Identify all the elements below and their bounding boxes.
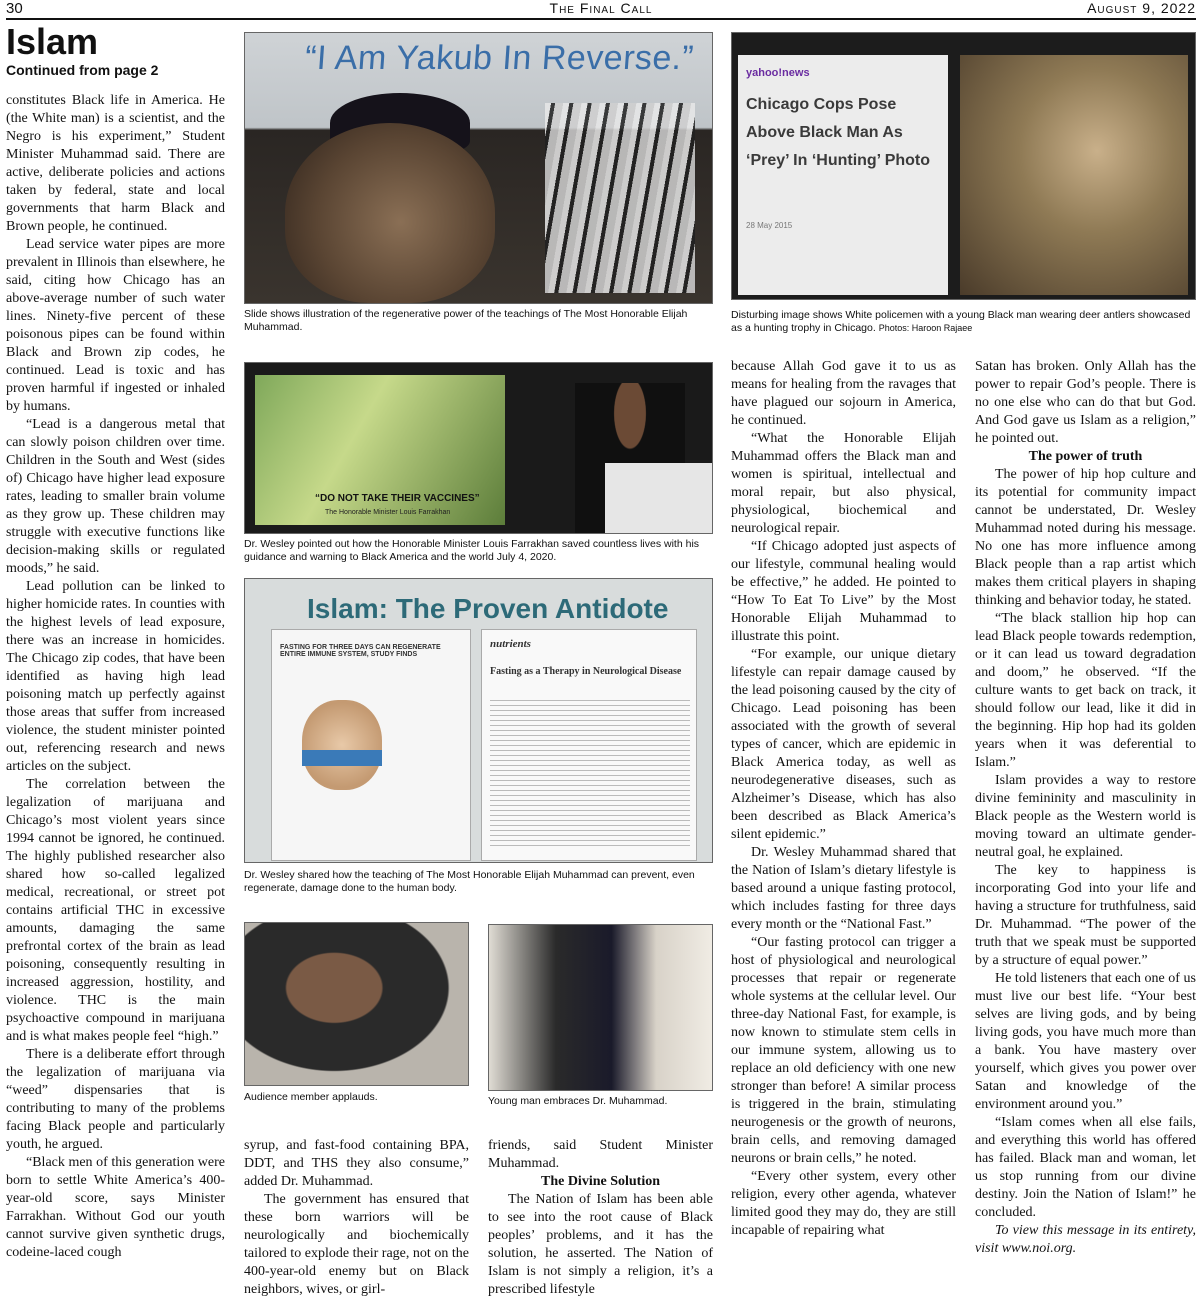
paragraph: because Allah God gave it to us as means for healing from the ravages that have plagued our sojourn in America, he continued. [731,359,956,428]
screen-subtitle: The Honorable Minister Louis Farrakhan [325,509,451,516]
paragraph: He told listeners that each one of us must live our best life. “Your best selves are living gods, and by being living gods, you have much more than a bank. You have mastery over yourself, which gives you power over Satan and knowledge of the environment around you.” [975,971,1196,1112]
column-4 [731,358,956,1298]
publication-name: The Final Call [549,0,653,16]
paragraph: Islam provides a way to restore divine femininity and masculinity in Black people as the Western world is moving toward an ultimate gender-neutral goal, he explained. [975,773,1196,860]
screen-quote: “DO NOT TAKE THEIR VACCINES” [315,493,480,504]
subheading: The power of truth [1028,449,1143,464]
face-image [302,700,382,790]
hunting-photo [960,55,1188,295]
photo-caption [731,309,1196,335]
paragraph: constitutes Black life in America. He (the White man) is a scientist, and the Negro is his experiment,” Student Minister Muhammad said. There are active, deliberate policies and actions taken by federal, state and local governments that harm Black and Brown people, he continued. [6,93,225,234]
journal-screenshot [481,629,697,861]
tape-shape [302,750,382,766]
paragraph: Dr. Wesley Muhammad shared that the Nation of Islam’s dietary lifestyle is based around a unique fasting protocol, which includes fasting for three days every month or the “National Fast.” [731,845,956,932]
paragraph: The correlation between the legalization of marijuana and Chicago’s most violent years since 1994 cannot be ignored, he continued. The highly published researcher also shared how so-called legalized medical, recreational, or street pot contains artificial THC in excessive amounts, damaging the same prefrontal cortex of the brain as lead poisoning, consequently resulting in increased aggression, hostility, and violence. THC is the main psychoactive compound in marijuana and is what makes people feel “high.” [6,777,225,1044]
paragraph: “For example, our unique dietary lifestyle can repair damage caused by the lead poisoning caused by the city of Chicago. Lead poisoning has been associated with the growth of several types of cancer, which are epidemic in Black America today, as well as neurodegenerative diseases, such as Alzheimer’s Disease, which has also been described as Black America’s silent epidemic.” [731,647,956,842]
paragraph: Satan has broken. Only Allah has the power to repair God’s people. There is no one else who can do that but God. And God gave us Islam as a religion,” he pointed out. [975,359,1196,446]
paragraph: Lead pollution can be linked to higher homicide rates. In counties with the highest levels of lead exposure, there was an increase in homicides. The Chicago zip codes, that have been identified as having high lead poisoning match up perfectly against those areas that suffer from increased violence, the student minister pointed out, referencing research and news articles on the subject. [6,579,225,774]
paragraph: There is a deliberate effort through the legalization of marijuana via “weed” dispensaries that is contributing to many of the problems facing Black people and particularly youth, he argued. [6,1047,225,1152]
portrait-shape [285,123,495,303]
news-date: 28 May 2015 [746,221,793,230]
slide-title: Islam: The Proven Antidote [307,593,669,624]
journal-title: Fasting as a Therapy in Neurological Disease [490,666,682,677]
paragraph: “If Chicago adopted just aspects of our lifestyle, communal healing would be effective,” he added. He pointed to “How To Eat To Live” by the Most Honorable Elijah Muhammad to illustrate this point. [731,539,956,644]
journal-name: nutrients [490,638,531,650]
illustration-figures [545,103,695,293]
column-1 [6,92,225,1298]
web-credit: To view this message in its entirety, visit www.noi.org. [975,1223,1196,1256]
column-5 [975,358,1196,1298]
audience-photo [244,922,469,1086]
paragraph: “Black men of this generation were born to settle White America’s 400-year-old score, says Minister Farrakhan. Without God our youth cannot survive given synthetic drugs, codeine-laced cough [6,1155,225,1260]
paragraph: “Our fasting protocol can trigger a host of physiological and neurological processes that repair or regenerate whole systems at the cellular level. Our three-day National Fast, for example, is now known to stimulate stem cells in our immune system, allowing us to replace an old deficiency with one new stronger than before! A similar process is triggered in the brain, stimulating neurogenesis or the growth of neurons, brain cells, and removing damaged neurons or brain cells,” he noted. [731,935,956,1166]
paragraph: The Nation of Islam has been able to see into the root cause of Black peoples’ problems, and it has the solution, he asserted. The Nation of Islam is not simply a religion, it’s a prescribed lifestyle [488,1192,713,1297]
paragraph: “The black stallion hip hop can lead Black people towards redemption, or it can lead us toward degradation and doom,” he observed. “If the culture wants to get back on track, it should follow our lead, like it did in the beginning. Hip hop had its golden years when it was deferential to Islam.” [975,611,1196,770]
slide-title: “I Am Yakub In Reverse.” [303,39,696,77]
yakub-slide-photo [244,32,713,304]
paragraph: “Islam comes when all else fails, and everything this world has offered has failed. Black man and woman, let us stop running from our divine destiny. Join the Nation of Islam!” he concluded. [975,1115,1196,1220]
page-header [6,0,1196,20]
farrakhan-screen-photo [244,362,713,534]
paragraph: friends, said Student Minister Muhammad. [488,1138,713,1171]
article-headline: FASTING FOR THREE DAYS CAN REGENERATE ENTIRE IMMUNE SYSTEM, STUDY FINDS [280,644,441,658]
photo-caption: Young man embraces Dr. Muhammad. [488,1095,668,1107]
news-headline: Chicago Cops Pose Above Black Man As ‘Prey’ In ‘Hunting’ Photo [746,96,931,169]
news-slide-photo [731,32,1196,300]
caption-text: Disturbing image shows White policemen with a young Black man wearing deer antlers showcased as a hunting trophy in Chicago. [731,309,1191,334]
paragraph: “Lead is a dangerous metal that can slowly poison children over time. Children in the South and West (sides of) Chicago have higher lead exposure rates, leading to smaller brain volume as they grow up. These children may struggle with executive functions like decision-making skills or regulated moods,” he said. [6,417,225,576]
article-screenshot [271,629,471,861]
paragraph: The government has ensured that these born warriors will be neurologically and biochemically tailored to explode their rage, not on the 400-year-old enemy but on Black neighbors, wives, or girl- [244,1192,469,1297]
photo-caption: Slide shows illustration of the regenerative power of the teachings of The Most Honorable Elijah Muhammad. [244,308,688,333]
photo-caption: Dr. Wesley pointed out how the Honorable Minister Louis Farrakhan saved countless lives with his guidance and warning to Black America and the world July 4, 2020. [244,538,700,563]
column-2 [244,1137,469,1298]
photo-caption: Dr. Wesley shared how the teaching of The Most Honorable Elijah Muhammad can prevent, even regenerate, damage done to the human body. [244,869,695,894]
issue-date: August 9, 2022 [1087,0,1196,16]
projection-screen [255,375,505,525]
news-brand: yahoo!news [746,67,810,79]
photo-credit: Photos: Haroon Rajaee [878,323,973,333]
photo-caption: Audience member applauds. [244,1091,378,1103]
paragraph: The power of hip hop culture and its potential for community impact cannot be understated, Dr. Wesley Muhammad noted during his message. No one has more influence among Black people than a rap artist which makes them critical players in shaping thinking and behavior today, he stated. [975,467,1196,608]
paragraph: “Every other system, every other religion, every other agenda, whatever limited good they may do, they are still incapable of repairing what [731,1169,956,1238]
article-title: Islam [6,21,99,62]
paragraph: syrup, and fast-food containing BPA, DDT, and THS they also consume,” added Dr. Muhammad. [244,1138,469,1189]
paragraph: The key to happiness is incorporating God into your life and having a structure for truthfulness, said Dr. Muhammad. “The power of the truth that we speak must be supported by a structure of equal power.” [975,863,1196,968]
antidote-slide-photo [244,578,713,863]
continuation-note: Continued from page 2 [6,62,159,78]
paragraph: “What the Honorable Elijah Muhammad offers the Black man and women is spiritual, intellectual and moral repair, but also physical, physiological, biochemical and neurological repair. [731,431,956,536]
page-number: 30 [6,0,23,17]
paragraph: Lead service water pipes are more prevalent in Illinois than elsewhere, he said, citing how Chicago has an above-average number of such water lines. Ninety-five percent of these poisonous pipes can be found within Black and Brown zip codes, he continued. Lead is toxic and has proven harmful if ingested or inhaled by humans. [6,237,225,414]
column-3 [488,1137,713,1298]
embrace-photo [488,924,713,1091]
podium [605,463,713,534]
journal-text-lines [490,700,690,850]
subheading: The Divine Solution [540,1174,661,1189]
